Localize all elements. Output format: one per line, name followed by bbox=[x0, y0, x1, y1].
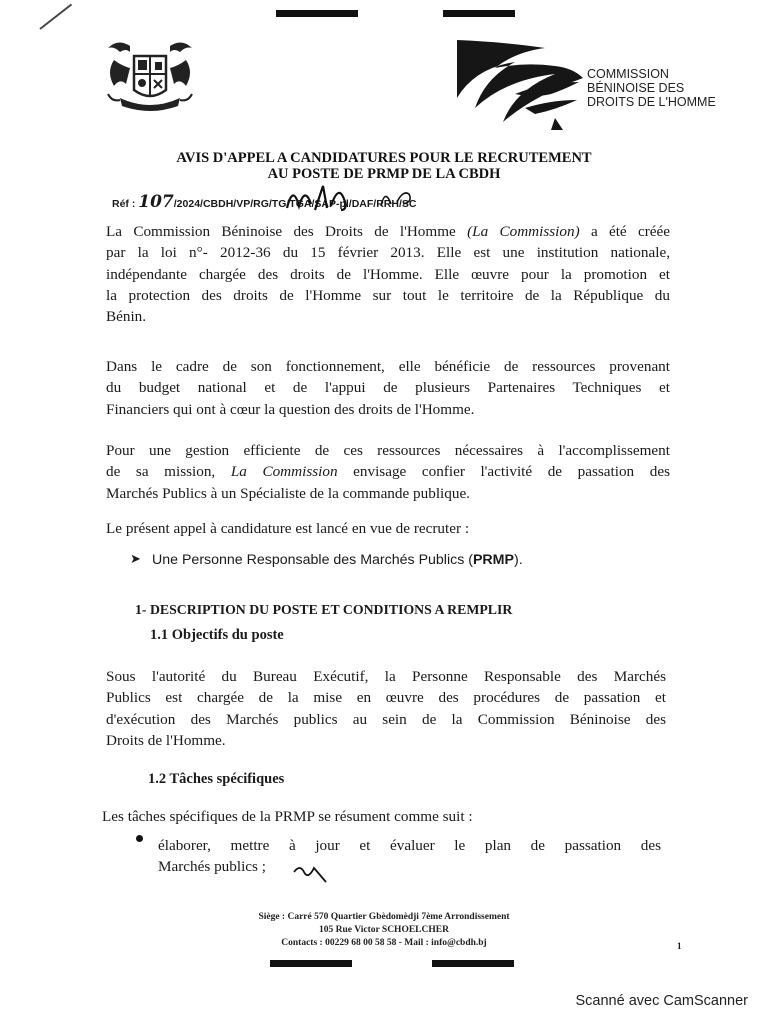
prmp-bullet-end: ). bbox=[513, 552, 523, 568]
p2-line-3: Financiers qui ont à cœur la question des droits de l'Homme. bbox=[106, 400, 475, 418]
objectives-paragraph bbox=[106, 666, 666, 751]
section-1-heading: 1- DESCRIPTION DU POSTE ET CONDITIONS A REMPLIR bbox=[135, 602, 513, 617]
intro-paragraph-3 bbox=[106, 440, 670, 504]
top-bar-right bbox=[443, 10, 515, 17]
p3-text-a: de sa mission, bbox=[106, 463, 231, 481]
page-mark: 1 bbox=[677, 941, 682, 951]
objectives-line-2: Publics est chargée de la mise en œuvre des procédures de passation et bbox=[106, 689, 666, 707]
arrow-bullet-icon: ➤ bbox=[130, 551, 141, 566]
p1-text-a: La Commission Béninoise des Droits de l'Homme bbox=[106, 223, 468, 240]
task-1-line-1: élaborer, mettre à jour et évaluer le plan de passation des bbox=[158, 837, 661, 854]
prmp-bullet-item bbox=[152, 552, 523, 568]
reference-code: /2024/CBDH/VP/RG/TG/TGA/SAP-pl/DAF/RRH/SC bbox=[173, 198, 417, 210]
objectives-line-1: Sous l'autorité du Bureau Exécutif, la Personne Responsable des Marchés bbox=[106, 668, 666, 685]
org-name-line-3: DROITS DE L'HOMME bbox=[587, 95, 716, 109]
objectives-line-3: d'exécution des Marchés publics au sein de la Commission Béninoise des bbox=[106, 710, 666, 728]
p2-line-1: Dans le cadre de son fonctionnement, elle bénéficie de ressources provenant bbox=[106, 358, 670, 375]
intro-paragraph-1 bbox=[106, 221, 670, 327]
footer-line-2: 105 Rue Victor SCHOELCHER bbox=[319, 925, 449, 935]
section-1-1-heading: 1.1 Objectifs du poste bbox=[150, 627, 284, 643]
task-1 bbox=[158, 835, 661, 878]
p1-text-b: a été créée bbox=[579, 223, 670, 240]
footer-line-3: Contacts : 00229 68 00 58 58 - Mail : info@cbdh.bj bbox=[281, 938, 487, 948]
tasks-intro-line: Les tâches spécifiques de la PRMP se résument comme suit : bbox=[102, 808, 473, 825]
bottom-bar-left bbox=[270, 960, 352, 967]
p3-italic-commission: La Commission bbox=[230, 463, 338, 481]
section-1-2-heading: 1.2 Tâches spécifiques bbox=[148, 771, 285, 787]
camscanner-watermark: Scanné avec CamScanner bbox=[575, 993, 748, 1009]
organization-name bbox=[587, 67, 716, 109]
footer-line-1: Siège : Carré 570 Quartier Gbèdomèdji 7ème Arrondissement bbox=[258, 912, 510, 922]
document-title bbox=[0, 150, 768, 182]
tasks-intro bbox=[102, 806, 666, 827]
intro-paragraph-4 bbox=[106, 518, 670, 539]
p1-italic-commission: (La Commission) bbox=[467, 223, 580, 240]
handwritten-initials bbox=[285, 180, 425, 216]
prmp-bullet-text: Une Personne Responsable des Marchés Publics ( bbox=[152, 552, 473, 568]
cbdh-wave-logo-icon bbox=[455, 38, 585, 130]
p3-text-b: envisage confier l'activité de passation des bbox=[337, 463, 670, 481]
reference-handwritten-number: 107 bbox=[138, 192, 174, 212]
handwritten-checkmark bbox=[292, 860, 328, 884]
p1-line-2: par la loi n°- 2012-36 du 15 février 2013. Elle est une institution nationale, bbox=[106, 244, 670, 262]
title-line-2: AU POSTE DE PRMP DE LA CBDH bbox=[267, 166, 501, 182]
reference-prefix: Réf : bbox=[112, 198, 136, 210]
bullet-dot-icon bbox=[136, 835, 143, 842]
scanner-watermark-strip bbox=[0, 983, 768, 1024]
p1-line-3: indépendante chargée des droits de l'Homme. Elle œuvre pour la promotion et bbox=[106, 265, 670, 283]
org-name-line-2: BÉNINOISE DES bbox=[587, 81, 685, 95]
footer-address bbox=[0, 911, 768, 950]
top-bar-left bbox=[276, 10, 358, 17]
p1-line-1 bbox=[106, 221, 670, 242]
p2-line-2: du budget national et de l'appui de plusieurs Partenaires Techniques et bbox=[106, 379, 670, 397]
org-name-line-1: COMMISSION bbox=[587, 67, 669, 81]
p1-line-5: Bénin. bbox=[106, 308, 147, 326]
p3-line-2 bbox=[106, 461, 670, 482]
p1-line-4: la protection des droits de l'Homme sur tout le territoire de la République du bbox=[106, 286, 670, 304]
p3-line-1: Pour une gestion efficiente de ces ressources nécessaires à l'accomplissement bbox=[106, 442, 670, 459]
p3-line-3: Marchés Publics à un Spécialiste de la commande publique. bbox=[106, 484, 470, 502]
benin-coat-of-arms-icon bbox=[100, 38, 200, 116]
prmp-bullet-bold: PRMP bbox=[472, 552, 514, 568]
intro-paragraph-2 bbox=[106, 356, 670, 420]
objectives-line-4: Droits de l'Homme. bbox=[106, 731, 226, 749]
bottom-bar-right bbox=[432, 960, 514, 967]
pen-stroke bbox=[39, 4, 72, 30]
title-line-1: AVIS D'APPEL A CANDIDATURES POUR LE RECRUTEMENT bbox=[176, 150, 592, 166]
p4-line-1: Le présent appel à candidature est lancé en vue de recruter : bbox=[106, 520, 470, 537]
task-1-line-2: Marchés publics ; bbox=[158, 858, 266, 876]
